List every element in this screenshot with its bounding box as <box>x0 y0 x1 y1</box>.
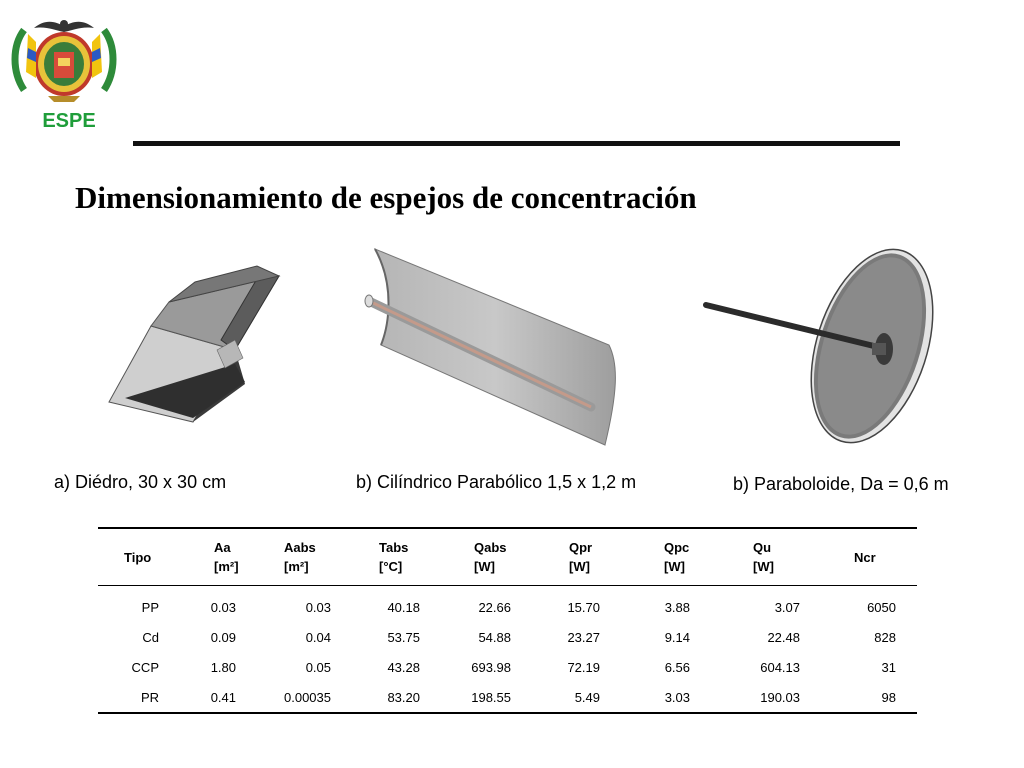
table-cell: 40.18 <box>387 599 420 615</box>
table-header-row <box>98 528 917 586</box>
table-cell: 9.14 <box>664 629 690 645</box>
figure-caption-dihedral: a) Diédro, 30 x 30 cm <box>54 472 227 492</box>
table-row <box>98 586 917 623</box>
table-cell: 604.13 <box>760 659 800 675</box>
table-cell: Cd <box>142 629 159 645</box>
col-header-ncr: Ncr <box>854 549 876 565</box>
table-row <box>98 652 917 682</box>
col-header-tabs: Tabs [°C] <box>379 540 409 574</box>
col-header-qpr: Qpr [W] <box>569 540 593 574</box>
table-row <box>98 682 917 713</box>
table-cell: 15.70 <box>567 599 600 615</box>
table-cell: 693.98 <box>471 659 511 675</box>
col-header-aa: Aa [m²] <box>214 540 239 574</box>
table-cell: 0.05 <box>305 659 331 675</box>
table-cell: PP <box>141 599 159 615</box>
table-row <box>98 622 917 652</box>
slide-title: Dimensionamiento de espejos de concentración <box>75 180 697 215</box>
table-cell: 190.03 <box>760 689 800 705</box>
table-cell: 6050 <box>867 599 896 615</box>
espe-coat-of-arms-logo <box>10 12 118 104</box>
table-cell: 22.48 <box>767 629 800 645</box>
table-cell: 0.41 <box>210 689 236 705</box>
table-cell: 0.03 <box>305 599 331 615</box>
col-header-aabs: Aabs [m²] <box>284 540 316 574</box>
table-cell: 54.88 <box>478 629 511 645</box>
table-cell: 98 <box>881 689 896 705</box>
table-cell: 0.09 <box>210 629 236 645</box>
table-cell: PR <box>140 689 159 705</box>
table-cell: 72.19 <box>567 659 600 675</box>
table-cell: 6.56 <box>664 659 690 675</box>
figure-caption-trough: b) Cilíndrico Parabólico 1,5 x 1,2 m <box>356 472 637 492</box>
col-header-tipo: Tipo <box>124 549 152 565</box>
table-cell: CCP <box>131 659 159 675</box>
table-cell: 23.27 <box>567 629 600 645</box>
table-body <box>98 586 917 714</box>
table-cell: 3.03 <box>664 689 690 705</box>
table-cell: 5.49 <box>574 689 600 705</box>
table-cell: 31 <box>881 659 896 675</box>
table-cell: 83.20 <box>387 689 420 705</box>
dihedral-mirror-image <box>105 258 285 423</box>
table-cell: 3.88 <box>664 599 690 615</box>
table-cell: 22.66 <box>478 599 511 615</box>
col-header-qu: Qu [W] <box>753 540 774 574</box>
table-cell: 43.28 <box>387 659 420 675</box>
col-header-qabs: Qabs [W] <box>474 540 507 574</box>
table-cell: 0.03 <box>210 599 236 615</box>
figure-caption-paraboloid: b) Paraboloide, Da = 0,6 m <box>733 474 949 494</box>
table-cell: 828 <box>874 629 896 645</box>
paraboloid-dish-image <box>700 245 940 450</box>
table-cell: 1.80 <box>210 659 236 675</box>
table-cell: 198.55 <box>471 689 511 705</box>
parabolic-trough-image <box>355 245 620 450</box>
espe-logo-text: ESPE <box>42 110 96 132</box>
table-cell: 0.04 <box>305 629 331 645</box>
table-cell: 53.75 <box>387 629 420 645</box>
col-header-qpc: Qpc [W] <box>664 540 690 574</box>
results-table <box>98 527 917 714</box>
header-divider <box>133 141 900 146</box>
table-cell: 3.07 <box>774 599 800 615</box>
table-cell: 0.00035 <box>284 689 331 705</box>
